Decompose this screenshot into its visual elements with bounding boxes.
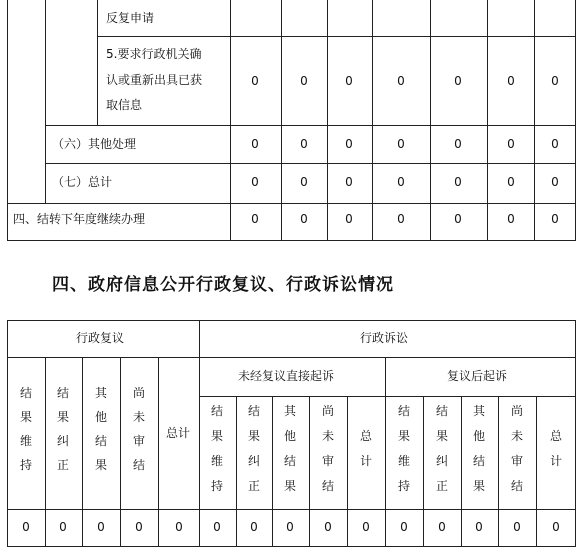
cell-value: 0 <box>454 175 462 189</box>
cell-value: 0 <box>97 520 105 534</box>
cell-value: 0 <box>362 520 370 534</box>
cell-value: 0 <box>59 520 67 534</box>
cell-value: 0 <box>300 175 308 189</box>
row-label-other-handling: （六）其他处理 <box>52 137 137 151</box>
cell-value: 0 <box>300 137 308 151</box>
cell-value: 0 <box>551 175 559 189</box>
cell-value: 0 <box>286 520 294 534</box>
cell-value: 0 <box>397 74 405 88</box>
cell-value: 0 <box>552 520 560 534</box>
cell-value: 0 <box>345 137 353 151</box>
cell-value: 0 <box>324 520 332 534</box>
cell-value: 0 <box>454 74 462 88</box>
cell-value: 0 <box>250 520 258 534</box>
cell-value: 0 <box>251 175 259 189</box>
cell-value: 0 <box>135 520 143 534</box>
cell-value: 0 <box>345 175 353 189</box>
cell-value: 0 <box>507 137 515 151</box>
cell-value: 0 <box>475 520 483 534</box>
cell-value: 0 <box>454 137 462 151</box>
cell-value: 0 <box>300 212 308 226</box>
row-label-line: 5.要求行政机关确 <box>106 47 202 61</box>
header-direct-suit: 未经复议直接起诉 <box>238 369 335 383</box>
row-label-line: 认或重新出具已获 <box>106 73 203 87</box>
col-total: 总计 <box>166 426 191 440</box>
cell-value: 0 <box>397 175 405 189</box>
cell-value: 0 <box>22 520 30 534</box>
cell-value: 0 <box>400 520 408 534</box>
cell-value: 0 <box>251 74 259 88</box>
cell-value: 0 <box>213 520 221 534</box>
cell-value: 0 <box>251 212 259 226</box>
cell-value: 0 <box>300 74 308 88</box>
cell-value: 0 <box>397 212 405 226</box>
cell-value: 0 <box>513 520 521 534</box>
cell-value: 0 <box>551 137 559 151</box>
row-label-repeat-request: 反复申请 <box>106 11 155 25</box>
cell-value: 0 <box>345 74 353 88</box>
cell-value: 0 <box>397 137 405 151</box>
header-suit-after-review: 复议后起诉 <box>447 369 508 383</box>
header-reconsideration: 行政复议 <box>76 331 125 345</box>
cell-value: 0 <box>507 74 515 88</box>
cell-value: 0 <box>345 212 353 226</box>
cell-value: 0 <box>507 212 515 226</box>
cell-value: 0 <box>507 175 515 189</box>
cell-value: 0 <box>438 520 446 534</box>
cell-value: 0 <box>454 212 462 226</box>
section-heading: 四、政府信息公开行政复议、行政诉讼情况 <box>52 275 394 295</box>
cell-value: 0 <box>175 520 183 534</box>
cell-value: 0 <box>551 212 559 226</box>
row-label-carry-over: 四、结转下年度继续办理 <box>13 212 146 226</box>
row-label-total: （七）总计 <box>52 175 113 189</box>
cell-value: 0 <box>551 74 559 88</box>
row-label-line: 取信息 <box>106 98 143 112</box>
header-litigation: 行政诉讼 <box>360 331 409 345</box>
cell-value: 0 <box>251 137 259 151</box>
